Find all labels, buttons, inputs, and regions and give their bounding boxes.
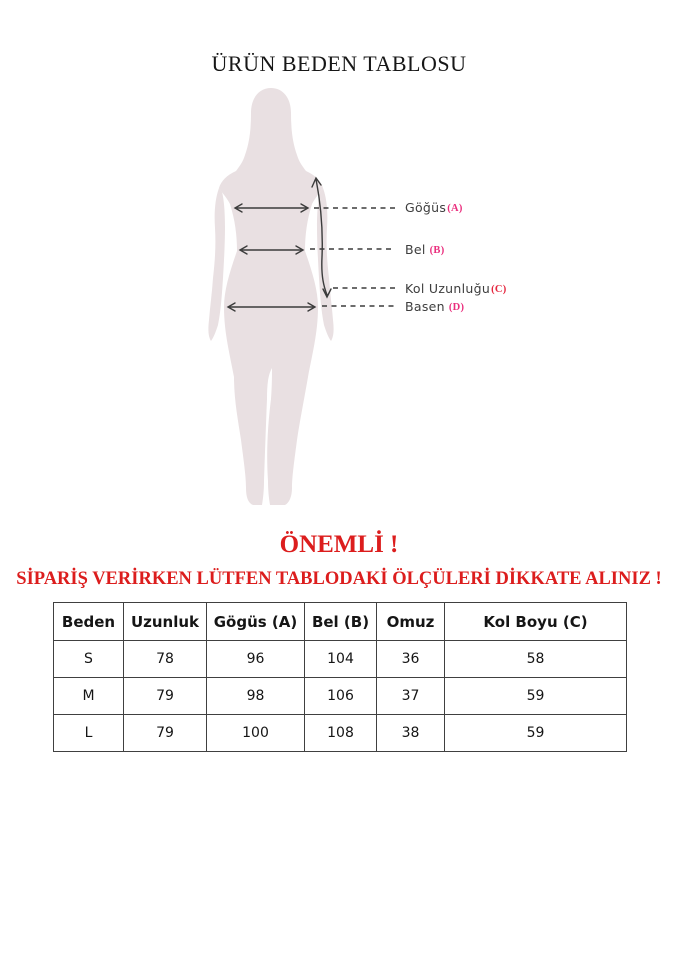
table-cell: L <box>54 715 124 752</box>
table-cell: 106 <box>305 678 377 715</box>
table-cell: 108 <box>305 715 377 752</box>
table-cell: 38 <box>377 715 445 752</box>
table-cell: 58 <box>445 641 627 678</box>
sleeve-label-letter: (C) <box>491 284 507 295</box>
table-row-m <box>54 678 627 715</box>
table-cell: 79 <box>124 715 207 752</box>
table-cell: 96 <box>207 641 305 678</box>
table-row-s <box>54 641 627 678</box>
table-cell: 78 <box>124 641 207 678</box>
hip-label-text: Basen <box>405 299 445 314</box>
column-header-gogus: Gögüs (A) <box>207 603 305 641</box>
table-cell: 59 <box>445 715 627 752</box>
left-arm-shape <box>208 188 225 341</box>
waist-label <box>405 242 445 257</box>
table-cell: 37 <box>377 678 445 715</box>
table-row-l <box>54 715 627 752</box>
waist-label-letter: (B) <box>429 245 445 256</box>
table-cell: M <box>54 678 124 715</box>
chest-label-letter: (A) <box>447 203 463 214</box>
right-arm-shape <box>317 188 334 341</box>
size-table-header-row <box>54 603 627 641</box>
size-table <box>53 602 627 752</box>
column-header-kol-boyu: Kol Boyu (C) <box>445 603 627 641</box>
column-header-bel: Bel (B) <box>305 603 377 641</box>
column-header-uzunluk: Uzunluk <box>124 603 207 641</box>
column-header-beden: Beden <box>54 603 124 641</box>
hip-label-letter: (D) <box>448 302 465 313</box>
table-cell: 98 <box>207 678 305 715</box>
hip-label <box>405 299 464 314</box>
table-cell: 100 <box>207 715 305 752</box>
table-cell: S <box>54 641 124 678</box>
column-header-omuz: Omuz <box>377 603 445 641</box>
sleeve-label-text: Kol Uzunluğu <box>405 281 491 296</box>
chest-label-text: Göğüs <box>405 200 447 215</box>
female-body-silhouette <box>190 85 400 515</box>
sleeve-label <box>405 281 507 296</box>
waist-label-text: Bel <box>405 242 426 257</box>
important-message: SİPARİŞ VERİRKEN LÜTFEN TABLODAKİ ÖLÇÜLERİ DİKKATE ALINIZ ! <box>16 569 662 589</box>
table-cell: 104 <box>305 641 377 678</box>
chest-label <box>405 200 463 215</box>
table-cell: 59 <box>445 678 627 715</box>
body-shape <box>219 88 323 505</box>
table-cell: 36 <box>377 641 445 678</box>
table-cell: 79 <box>124 678 207 715</box>
important-heading: ÖNEMLİ ! <box>279 531 399 558</box>
page-title: ÜRÜN BEDEN TABLOSU <box>211 51 467 76</box>
